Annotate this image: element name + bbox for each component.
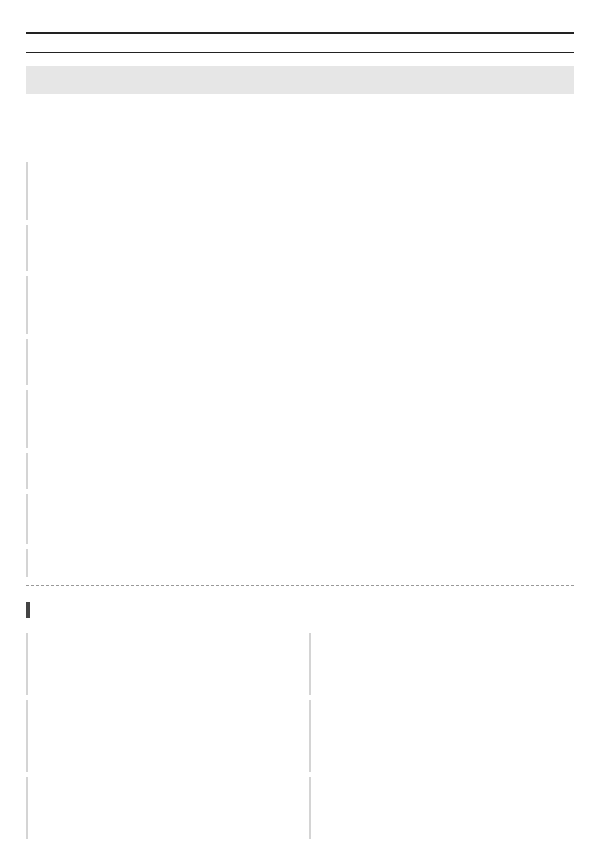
bulletin-masthead-bar (26, 16, 574, 34)
article-paragraph (309, 777, 574, 839)
homily-paragraph (26, 453, 574, 489)
article-right-column (309, 628, 574, 848)
homily-paragraph (26, 225, 574, 271)
article-paragraph (26, 633, 291, 695)
page-title-band (26, 66, 574, 94)
homily-paragraph (26, 339, 574, 385)
bulletin-address-bar (26, 37, 574, 53)
homily-paragraph (26, 494, 574, 544)
article-paragraph (309, 700, 574, 772)
article-left-column (26, 628, 291, 848)
article-columns (26, 628, 574, 848)
homily-paragraph (26, 390, 574, 448)
article-paragraph (26, 700, 291, 772)
article-paragraph (26, 777, 291, 839)
homily-paragraph (26, 276, 574, 334)
article-title-bar (26, 602, 574, 618)
homily-body (26, 162, 574, 577)
article-paragraph (309, 633, 574, 695)
intro-block (26, 103, 574, 137)
homily-paragraph (26, 162, 574, 220)
section-divider (26, 585, 574, 586)
homily-heading (26, 143, 574, 157)
homily-paragraph (26, 549, 574, 577)
